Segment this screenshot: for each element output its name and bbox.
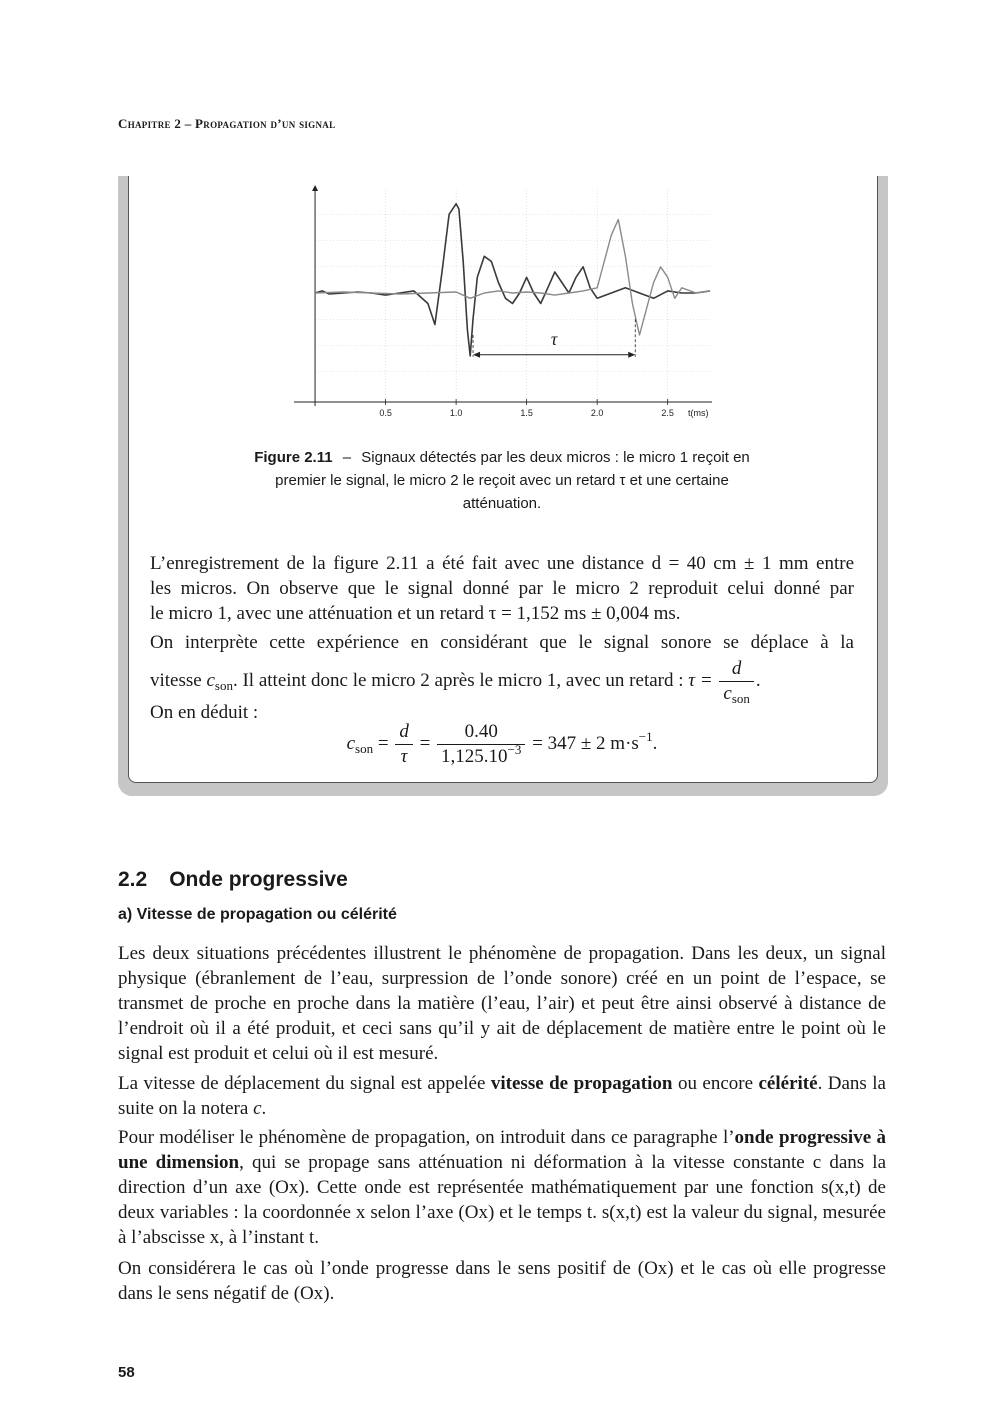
x-tick-label-4: 2.5: [661, 408, 674, 418]
section-name: Onde progressive: [169, 868, 348, 891]
paragraph-4: [118, 1256, 886, 1306]
eq-lhs-sub: son: [355, 740, 374, 756]
eq-rhs: = 347 ± 2 m·s: [532, 732, 639, 754]
box-line-6: On en déduit :: [150, 702, 259, 723]
caption-line-1: Signaux détectés par les deux micros : le micro 1 reçoit en: [361, 449, 750, 466]
tau-arrow-left-head: [473, 352, 480, 358]
p2-a: La vitesse de déplacement du signal est appelée: [118, 1073, 486, 1094]
box-line-3: le micro 1, avec une atténuation et un retard τ = 1,152 ms ± 0,004 ms.: [150, 603, 681, 624]
p3-c: , qui se propage sans atténuation ni déformation à la vitesse constante c dans la direction d’un axe (Ox). Cette onde est représentée mathématiquement par une fonction s(x,t) de deux variables : la coordonnée x selon l’axe (Ox) et le temps t. s(x,t) est la valeur du signal, mesurée à l’abscisse x, à l’instant t.: [118, 1152, 886, 1248]
chapter-header: Chapitre 2 – Propagation d’un signal: [118, 116, 336, 131]
p2-bold-celerite: célérité: [758, 1073, 818, 1094]
paragraph-1-text: Les deux situations précédentes illustrent le phénomène de propagation. Dans les deux, un signal physique (ébranlement de l’eau, surpression de l’onde sonore) créé en un point de l’espace, se transmet de proche en proche dans la matière (l’eau, l’air) et peut être ainsi observé à distance de l’endroit où il a été produit, et ceci sans qu’il y ait de déplacement de matière entre le point où le signal est produit et celui où il est mesuré.: [118, 943, 886, 1064]
frac-den-sub: son: [731, 691, 750, 706]
box-line-5-mid: . Il atteint donc le micro 2 après le micro 1, avec un retard :: [232, 669, 684, 691]
paragraph-2: [118, 1071, 886, 1121]
box-line-1: L’enregistrement de la figure 2.11 a été fait avec une distance d = 40 cm ± 1 mm entre: [150, 553, 854, 574]
section-number: 2.2: [118, 868, 148, 891]
eq-frac1-num: d: [399, 721, 409, 742]
series-line-1: [315, 204, 710, 356]
p2-g: .: [261, 1098, 267, 1119]
x-tick-label-0: 0.5: [379, 408, 392, 418]
box-line-5: [150, 657, 854, 706]
figure-caption: [212, 446, 792, 515]
p3-bold-onde: onde progressive à une dimension: [118, 1127, 886, 1173]
eq-rhs-exp: −1: [638, 728, 653, 744]
p2-c-symbol: c: [253, 1098, 262, 1119]
y-axis-arrow: [312, 185, 318, 191]
tau-equals: τ =: [688, 669, 713, 691]
x-tick-label-1: 1.0: [449, 408, 463, 418]
figure-dash: –: [342, 449, 352, 466]
eq-fraction-values: [437, 720, 525, 769]
eq-fraction-d-tau: [395, 720, 413, 769]
page-number: 58: [118, 1364, 135, 1381]
paragraph-3: [118, 1125, 886, 1250]
eq-frac2-den: 1,125.10: [441, 746, 508, 767]
speed-equation: $c_{son}$ = $\frac{d}{\tau}$ = $\frac{0.40}{1,125.10^{-3}}$ = 347 ± 2 $m\cdot s^{-1}$.: [346, 721, 658, 767]
box-line-5-start: vitesse: [150, 669, 202, 691]
box-line-2: les micros. On observe que le signal donné par le micro 2 reproduit celui donné par: [150, 578, 854, 599]
tau-label: τ: [550, 328, 558, 349]
signal-chart: [290, 182, 720, 422]
x-axis-label: t(ms): [688, 408, 709, 418]
series-line-2: [315, 220, 710, 336]
eq-frac2-num: 0.40: [437, 720, 525, 745]
subsection-title: a) Vitesse de propagation ou célérité: [118, 906, 397, 923]
caption-line-3: atténuation.: [462, 495, 542, 512]
c-son-symbol: c: [206, 669, 215, 691]
box-line-5-end: .: [755, 669, 761, 691]
d-over-cson-fraction: [719, 657, 754, 706]
p3-a: Pour modéliser le phénomène de propagation, on introduit dans ce paragraphe l’: [118, 1127, 735, 1148]
box-line-4: On interprète cette expérience en considérant que le signal sonore se déplace à la: [150, 632, 854, 653]
eq-end: .: [652, 732, 658, 754]
c-son-sub: son: [214, 677, 233, 693]
caption-line-2: premier le signal, le micro 2 le reçoit avec un retard τ et une certaine: [275, 472, 729, 489]
paragraph-1: [118, 941, 886, 1066]
x-tick-label-2: 1.5: [520, 408, 533, 418]
eq-frac1-den: τ: [400, 746, 408, 767]
box-text: [150, 551, 854, 725]
eq-frac2-exp: −3: [507, 742, 522, 757]
figure-label: Figure 2.11: [254, 449, 333, 466]
tau-arrow-right-head: [628, 352, 635, 358]
p2-c: ou encore: [677, 1073, 754, 1094]
paragraph-4-text: On considérera le cas où l’onde progresse dans le sens positif de (Ox) et le cas où elle progresse dans le sens négatif de (Ox).: [118, 1258, 886, 1304]
p2-e: . Dans la suite on la notera: [118, 1073, 886, 1119]
eq-lhs-c: c: [346, 732, 356, 754]
section-title: [118, 868, 348, 892]
frac-num-d: d: [731, 658, 742, 679]
x-tick-label-3: 2.0: [590, 408, 604, 418]
frac-den-c: c: [723, 683, 732, 704]
p2-bold-vitesse: vitesse de propagation: [490, 1073, 673, 1094]
